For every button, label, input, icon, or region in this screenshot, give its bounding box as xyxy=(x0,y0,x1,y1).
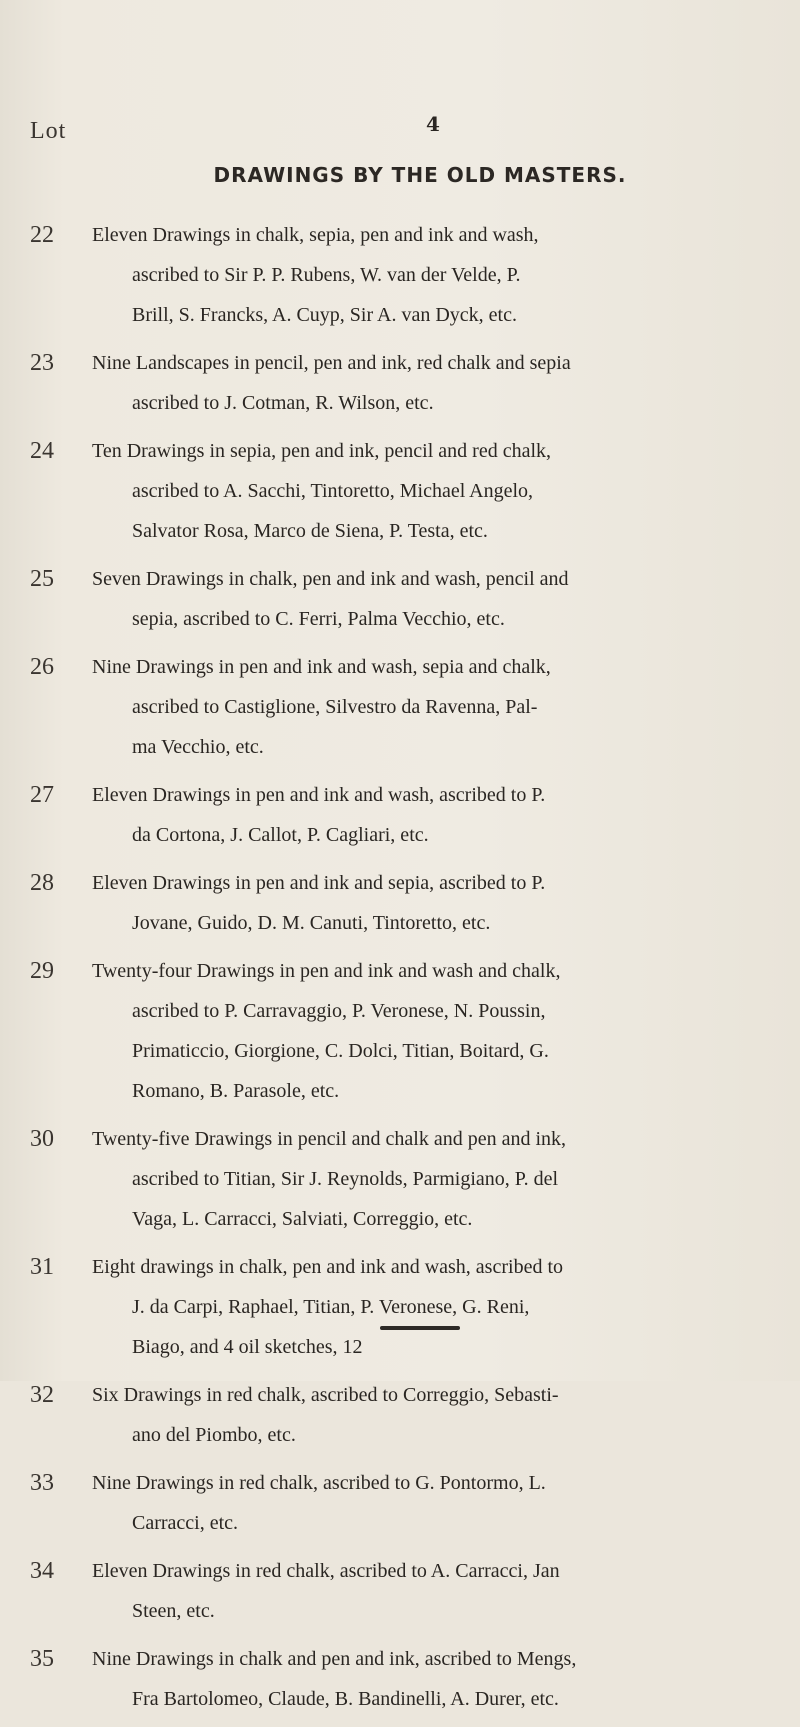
lot-entry xyxy=(0,1247,800,1367)
lot-entry xyxy=(0,1639,800,1719)
description-line: Vaga, L. Carracci, Salviati, Correggio, etc. xyxy=(132,1208,473,1230)
description-line: Twenty-five Drawings in pencil and chalk and pen and ink, xyxy=(92,1128,567,1150)
lot-description xyxy=(92,647,786,767)
lot-entry xyxy=(0,1463,800,1543)
description-line: Eleven Drawings in pen and ink and wash, ascribed to P. xyxy=(92,784,546,806)
lot-description xyxy=(92,431,786,551)
page-number: 4 xyxy=(426,112,440,136)
description-line: ascribed to A. Sacchi, Tintoretto, Michael Angelo, xyxy=(132,480,534,502)
lot-number: 28 xyxy=(30,870,54,896)
description-line: ascribed to J. Cotman, R. Wilson, etc. xyxy=(132,392,434,414)
lot-entry xyxy=(0,1551,800,1631)
lot-number: 30 xyxy=(30,1126,54,1152)
description-line: Eleven Drawings in red chalk, ascribed to A. Carracci, Jan xyxy=(92,1560,560,1582)
lot-number: 23 xyxy=(30,350,54,376)
lot-description xyxy=(92,1119,786,1239)
description-line: Seven Drawings in chalk, pen and ink and wash, pencil and xyxy=(92,568,569,590)
lot-entry xyxy=(0,951,800,1111)
lot-number: 31 xyxy=(30,1254,54,1280)
description-line: da Cortona, J. Callot, P. Cagliari, etc. xyxy=(132,824,429,846)
description-line: ascribed to P. Carravaggio, P. Veronese, N. Poussin, xyxy=(132,1000,546,1022)
section-title: DRAWINGS BY THE OLD MASTERS. xyxy=(213,163,627,187)
description-line: Six Drawings in red chalk, ascribed to Correggio, Sebasti- xyxy=(92,1384,559,1406)
lot-number: 26 xyxy=(30,654,54,680)
description-line: sepia, ascribed to C. Ferri, Palma Vecchio, etc. xyxy=(132,608,505,630)
lot-number: 25 xyxy=(30,566,54,592)
description-line: Brill, S. Francks, A. Cuyp, Sir A. van Dyck, etc. xyxy=(132,304,517,326)
lot-number: 29 xyxy=(30,958,54,984)
lot-column-header: Lot xyxy=(30,118,67,144)
description-line: Nine Landscapes in pencil, pen and ink, red chalk and sepia xyxy=(92,352,571,374)
lot-entry xyxy=(0,1119,800,1239)
lot-number: 24 xyxy=(30,438,54,464)
lot-description xyxy=(92,1639,786,1719)
description-line: ascribed to Sir P. P. Rubens, W. van der Velde, P. xyxy=(132,264,521,286)
lot-entry xyxy=(0,775,800,855)
description-line: Nine Drawings in red chalk, ascribed to G. Pontormo, L. xyxy=(92,1472,546,1494)
description-line: Eleven Drawings in chalk, sepia, pen and ink and wash, xyxy=(92,224,539,246)
description-line: Steen, etc. xyxy=(132,1600,215,1622)
lot-description xyxy=(92,951,786,1111)
description-line: J. da Carpi, Raphael, Titian, P. Veronese, G. Reni, xyxy=(132,1296,530,1318)
description-line: Nine Drawings in chalk and pen and ink, ascribed to Mengs, xyxy=(92,1648,577,1670)
lot-entry xyxy=(0,215,800,335)
lot-number: 22 xyxy=(30,222,54,248)
lot-description xyxy=(92,559,786,639)
lot-number: 33 xyxy=(30,1470,54,1496)
lot-number: 34 xyxy=(30,1558,54,1584)
description-line: Eleven Drawings in pen and ink and sepia, ascribed to P. xyxy=(92,872,546,894)
description-line: Biago, and 4 oil sketches, 12 xyxy=(132,1336,363,1358)
lot-number: 35 xyxy=(30,1646,54,1672)
description-line: Salvator Rosa, Marco de Siena, P. Testa, etc. xyxy=(132,520,488,542)
lot-entry xyxy=(0,343,800,423)
lot-entry xyxy=(0,1375,800,1455)
description-line: Twenty-four Drawings in pen and ink and wash and chalk, xyxy=(92,960,561,982)
lot-description xyxy=(92,1247,786,1367)
lot-description xyxy=(92,1551,786,1631)
lot-number: 27 xyxy=(30,782,54,808)
lot-description xyxy=(92,1375,786,1455)
lot-entries xyxy=(0,215,800,1727)
lot-number: 32 xyxy=(30,1382,54,1408)
lot-description xyxy=(92,1463,786,1543)
lot-description xyxy=(92,215,786,335)
description-line: Nine Drawings in pen and ink and wash, sepia and chalk, xyxy=(92,656,551,678)
description-line: ma Vecchio, etc. xyxy=(132,736,264,758)
lot-entry xyxy=(0,863,800,943)
description-line: Carracci, etc. xyxy=(132,1512,239,1534)
lot-entry xyxy=(0,431,800,551)
lot-entry xyxy=(0,559,800,639)
lot-entry xyxy=(0,647,800,767)
lot-description xyxy=(92,343,786,423)
description-line: Jovane, Guido, D. M. Canuti, Tintoretto, etc. xyxy=(132,912,491,934)
description-line: Romano, B. Parasole, etc. xyxy=(132,1080,340,1102)
description-line: Ten Drawings in sepia, pen and ink, pencil and red chalk, xyxy=(92,440,552,462)
description-line: ascribed to Castiglione, Silvestro da Ravenna, Pal- xyxy=(132,696,538,718)
description-line: ano del Piombo, etc. xyxy=(132,1424,296,1446)
description-line: ascribed to Titian, Sir J. Reynolds, Parmigiano, P. del xyxy=(132,1168,559,1190)
description-line: Eight drawings in chalk, pen and ink and wash, ascribed to xyxy=(92,1256,563,1278)
lot-description xyxy=(92,775,786,855)
end-rule xyxy=(380,1326,460,1330)
description-line: Fra Bartolomeo, Claude, B. Bandinelli, A. Durer, etc. xyxy=(132,1688,559,1710)
description-line: Primaticcio, Giorgione, C. Dolci, Titian, Boitard, G. xyxy=(132,1040,549,1062)
lot-description xyxy=(92,863,786,943)
